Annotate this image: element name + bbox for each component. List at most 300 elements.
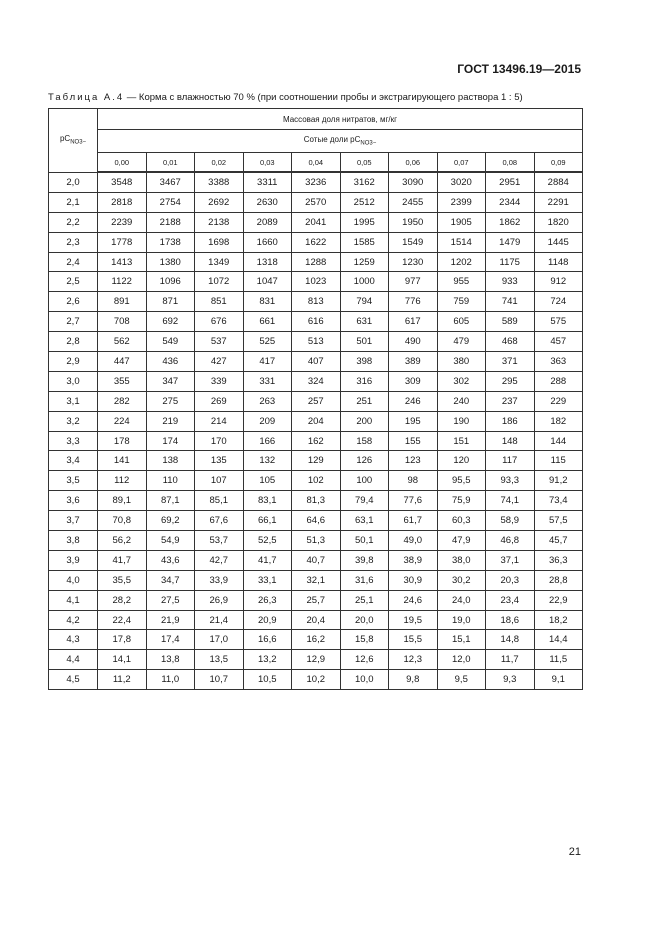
table-cell: 794 <box>340 292 389 312</box>
table-cell: 32,1 <box>292 570 341 590</box>
row-label: 3,4 <box>49 451 98 471</box>
table-cell: 178 <box>98 431 147 451</box>
table-cell: 1096 <box>146 272 195 292</box>
table-cell: 661 <box>243 312 292 332</box>
table-cell: 9,5 <box>437 670 486 690</box>
table-cell: 295 <box>486 371 535 391</box>
table-cell: 871 <box>146 292 195 312</box>
table-cell: 275 <box>146 391 195 411</box>
table-cell: 14,4 <box>534 630 583 650</box>
table-cell: 813 <box>292 292 341 312</box>
table-row <box>49 491 583 511</box>
row-label: 3,5 <box>49 471 98 491</box>
table-cell: 17,4 <box>146 630 195 650</box>
column-header: 0,00 <box>98 153 147 173</box>
table-cell: 309 <box>389 371 438 391</box>
row-label: 4,5 <box>49 670 98 690</box>
table-cell: 60,3 <box>437 511 486 531</box>
table-cell: 1950 <box>389 212 438 232</box>
table-cell: 776 <box>389 292 438 312</box>
column-header: 0,09 <box>534 153 583 173</box>
table-cell: 2692 <box>195 192 244 212</box>
table-row <box>49 411 583 431</box>
table-cell: 135 <box>195 451 244 471</box>
table-cell: 209 <box>243 411 292 431</box>
row-label: 2,4 <box>49 252 98 272</box>
table-cell: 1905 <box>437 212 486 232</box>
table-cell: 219 <box>146 411 195 431</box>
table-cell: 15,5 <box>389 630 438 650</box>
table-cell: 64,6 <box>292 511 341 531</box>
table-cell: 3311 <box>243 172 292 192</box>
table-row <box>49 391 583 411</box>
table-cell: 1549 <box>389 232 438 252</box>
table-cell: 31,6 <box>340 570 389 590</box>
table-cell: 229 <box>534 391 583 411</box>
table-cell: 1259 <box>340 252 389 272</box>
table-cell: 83,1 <box>243 491 292 511</box>
table-row <box>49 630 583 650</box>
table-cell: 204 <box>292 411 341 431</box>
table-cell: 102 <box>292 471 341 491</box>
table-cell: 26,3 <box>243 590 292 610</box>
table-cell: 490 <box>389 332 438 352</box>
row-label: 2,6 <box>49 292 98 312</box>
table-cell: 1862 <box>486 212 535 232</box>
table-cell: 77,6 <box>389 491 438 511</box>
table-row <box>49 252 583 272</box>
table-row <box>49 212 583 232</box>
table-cell: 1479 <box>486 232 535 252</box>
table-row <box>49 352 583 372</box>
table-cell: 288 <box>534 371 583 391</box>
table-cell: 324 <box>292 371 341 391</box>
table-cell: 1380 <box>146 252 195 272</box>
table-cell: 977 <box>389 272 438 292</box>
nitrate-table <box>48 108 583 690</box>
table-cell: 575 <box>534 312 583 332</box>
table-header <box>49 109 583 173</box>
table-cell: 1445 <box>534 232 583 252</box>
table-cell: 43,6 <box>146 550 195 570</box>
table-cell: 912 <box>534 272 583 292</box>
table-cell: 52,5 <box>243 531 292 551</box>
table-cell: 81,3 <box>292 491 341 511</box>
table-cell: 11,5 <box>534 650 583 670</box>
table-cell: 35,5 <box>98 570 147 590</box>
table-cell: 200 <box>340 411 389 431</box>
table-cell: 257 <box>292 391 341 411</box>
table-cell: 126 <box>340 451 389 471</box>
table-cell: 141 <box>98 451 147 471</box>
row-label: 2,1 <box>49 192 98 212</box>
column-header: 0,05 <box>340 153 389 173</box>
table-cell: 240 <box>437 391 486 411</box>
table-cell: 115 <box>534 451 583 471</box>
table-cell: 11,7 <box>486 650 535 670</box>
table-cell: 1585 <box>340 232 389 252</box>
row-header-prefix: pC <box>59 134 71 144</box>
row-label: 3,3 <box>49 431 98 451</box>
table-cell: 9,3 <box>486 670 535 690</box>
table-cell: 1413 <box>98 252 147 272</box>
table-row <box>49 292 583 312</box>
table-cell: 13,8 <box>146 650 195 670</box>
table-cell: 2630 <box>243 192 292 212</box>
table-cell: 316 <box>340 371 389 391</box>
table-cell: 2512 <box>340 192 389 212</box>
table-cell: 151 <box>437 431 486 451</box>
table-cell: 3548 <box>98 172 147 192</box>
table-row <box>49 192 583 212</box>
table-cell: 3467 <box>146 172 195 192</box>
table-cell: 17,0 <box>195 630 244 650</box>
caption-label: Таблица А.4 <box>48 92 125 103</box>
table-cell: 47,9 <box>437 531 486 551</box>
row-label: 4,2 <box>49 610 98 630</box>
table-cell: 21,9 <box>146 610 195 630</box>
table-row <box>49 511 583 531</box>
table-row <box>49 610 583 630</box>
row-label: 3,2 <box>49 411 98 431</box>
row-label: 3,7 <box>49 511 98 531</box>
table-cell: 549 <box>146 332 195 352</box>
row-label: 3,9 <box>49 550 98 570</box>
table-cell: 182 <box>534 411 583 431</box>
table-cell: 1698 <box>195 232 244 252</box>
table-row <box>49 471 583 491</box>
row-label: 3,6 <box>49 491 98 511</box>
table-cell: 39,8 <box>340 550 389 570</box>
table-cell: 11,2 <box>98 670 147 690</box>
table-cell: 407 <box>292 352 341 372</box>
table-cell: 436 <box>146 352 195 372</box>
table-cell: 50,1 <box>340 531 389 551</box>
table-cell: 30,9 <box>389 570 438 590</box>
table-cell: 89,1 <box>98 491 147 511</box>
table-cell: 479 <box>437 332 486 352</box>
table-cell: 2754 <box>146 192 195 212</box>
table-row <box>49 272 583 292</box>
table-cell: 85,1 <box>195 491 244 511</box>
table-cell: 251 <box>340 391 389 411</box>
table-cell: 10,5 <box>243 670 292 690</box>
table-cell: 1202 <box>437 252 486 272</box>
table-cell: 20,9 <box>243 610 292 630</box>
table-cell: 831 <box>243 292 292 312</box>
table-cell: 15,8 <box>340 630 389 650</box>
table-cell: 1148 <box>534 252 583 272</box>
column-header: 0,03 <box>243 153 292 173</box>
table-cell: 28,2 <box>98 590 147 610</box>
table-cell: 224 <box>98 411 147 431</box>
table-row <box>49 550 583 570</box>
table-cell: 91,2 <box>534 471 583 491</box>
table-cell: 170 <box>195 431 244 451</box>
table-cell: 41,7 <box>98 550 147 570</box>
table-cell: 631 <box>340 312 389 332</box>
table-cell: 263 <box>243 391 292 411</box>
table-row <box>49 431 583 451</box>
table-cell: 98 <box>389 471 438 491</box>
table-cell: 11,0 <box>146 670 195 690</box>
table-cell: 331 <box>243 371 292 391</box>
table-cell: 21,4 <box>195 610 244 630</box>
table-cell: 15,1 <box>437 630 486 650</box>
table-cell: 851 <box>195 292 244 312</box>
table-cell: 148 <box>486 431 535 451</box>
table-cell: 120 <box>437 451 486 471</box>
table-cell: 17,8 <box>98 630 147 650</box>
table-cell: 2570 <box>292 192 341 212</box>
table-caption <box>48 92 523 103</box>
table-cell: 79,4 <box>340 491 389 511</box>
row-label: 2,0 <box>49 172 98 192</box>
row-label: 4,4 <box>49 650 98 670</box>
table-body <box>49 172 583 690</box>
table-cell: 38,9 <box>389 550 438 570</box>
table-row <box>49 590 583 610</box>
table-cell: 75,9 <box>437 491 486 511</box>
table-cell: 36,3 <box>534 550 583 570</box>
table-cell: 708 <box>98 312 147 332</box>
table-row <box>49 670 583 690</box>
subgroup-header <box>98 130 583 153</box>
table-cell: 112 <box>98 471 147 491</box>
table-cell: 501 <box>340 332 389 352</box>
table-cell: 45,7 <box>534 531 583 551</box>
table-cell: 186 <box>486 411 535 431</box>
table-cell: 2884 <box>534 172 583 192</box>
table-cell: 741 <box>486 292 535 312</box>
row-label: 4,1 <box>49 590 98 610</box>
table-cell: 214 <box>195 411 244 431</box>
table-cell: 73,4 <box>534 491 583 511</box>
row-label: 4,0 <box>49 570 98 590</box>
table-cell: 2239 <box>98 212 147 232</box>
table-cell: 105 <box>243 471 292 491</box>
table-cell: 282 <box>98 391 147 411</box>
table-cell: 20,0 <box>340 610 389 630</box>
table-cell: 468 <box>486 332 535 352</box>
row-label: 2,2 <box>49 212 98 232</box>
table-cell: 10,0 <box>340 670 389 690</box>
row-label: 2,8 <box>49 332 98 352</box>
table-cell: 23,4 <box>486 590 535 610</box>
table-cell: 1122 <box>98 272 147 292</box>
table-cell: 138 <box>146 451 195 471</box>
table-cell: 9,1 <box>534 670 583 690</box>
table-cell: 2089 <box>243 212 292 232</box>
table-cell: 1000 <box>340 272 389 292</box>
table-cell: 417 <box>243 352 292 372</box>
page-number: 21 <box>568 846 581 858</box>
table-cell: 25,7 <box>292 590 341 610</box>
table-cell: 27,5 <box>146 590 195 610</box>
table-cell: 1072 <box>195 272 244 292</box>
table-cell: 12,9 <box>292 650 341 670</box>
table-cell: 14,8 <box>486 630 535 650</box>
table-cell: 123 <box>389 451 438 471</box>
table-cell: 28,8 <box>534 570 583 590</box>
table-cell: 2291 <box>534 192 583 212</box>
table-cell: 93,3 <box>486 471 535 491</box>
table-cell: 933 <box>486 272 535 292</box>
table-cell: 132 <box>243 451 292 471</box>
table-cell: 107 <box>195 471 244 491</box>
table-cell: 13,5 <box>195 650 244 670</box>
table-row <box>49 172 583 192</box>
table-cell: 166 <box>243 431 292 451</box>
table-cell: 1230 <box>389 252 438 272</box>
column-header: 0,04 <box>292 153 341 173</box>
table-cell: 1995 <box>340 212 389 232</box>
table-cell: 95,5 <box>437 471 486 491</box>
table-cell: 10,2 <box>292 670 341 690</box>
table-cell: 117 <box>486 451 535 471</box>
row-label: 3,1 <box>49 391 98 411</box>
table-row <box>49 570 583 590</box>
table-row <box>49 451 583 471</box>
table-cell: 144 <box>534 431 583 451</box>
table-cell: 1738 <box>146 232 195 252</box>
table-row <box>49 650 583 670</box>
table-cell: 57,5 <box>534 511 583 531</box>
table-cell: 129 <box>292 451 341 471</box>
table-cell: 389 <box>389 352 438 372</box>
table-cell: 1047 <box>243 272 292 292</box>
table-row <box>49 371 583 391</box>
table-cell: 562 <box>98 332 147 352</box>
table-cell: 605 <box>437 312 486 332</box>
table-cell: 20,4 <box>292 610 341 630</box>
table-cell: 74,1 <box>486 491 535 511</box>
table-cell: 12,3 <box>389 650 438 670</box>
table-cell: 37,1 <box>486 550 535 570</box>
table-cell: 46,8 <box>486 531 535 551</box>
table-cell: 1349 <box>195 252 244 272</box>
table-cell: 40,7 <box>292 550 341 570</box>
row-header-sub: NO3− <box>70 140 87 147</box>
table-cell: 2138 <box>195 212 244 232</box>
row-label: 3,0 <box>49 371 98 391</box>
table-cell: 347 <box>146 371 195 391</box>
table-cell: 339 <box>195 371 244 391</box>
table-cell: 16,2 <box>292 630 341 650</box>
column-header: 0,02 <box>195 153 244 173</box>
table-row <box>49 332 583 352</box>
table-cell: 447 <box>98 352 147 372</box>
table-cell: 676 <box>195 312 244 332</box>
table-row <box>49 531 583 551</box>
row-label: 2,9 <box>49 352 98 372</box>
table-cell: 398 <box>340 352 389 372</box>
table-cell: 427 <box>195 352 244 372</box>
table-cell: 162 <box>292 431 341 451</box>
table-cell: 41,7 <box>243 550 292 570</box>
table-cell: 100 <box>340 471 389 491</box>
table-cell: 1023 <box>292 272 341 292</box>
table-cell: 63,1 <box>340 511 389 531</box>
table-cell: 1318 <box>243 252 292 272</box>
table-row <box>49 312 583 332</box>
table-cell: 54,9 <box>146 531 195 551</box>
caption-text: — Корма с влажностью 70 % (при соотношении пробы и экстрагирующего раствора 1 : 5) <box>124 92 523 103</box>
table-cell: 616 <box>292 312 341 332</box>
table-cell: 56,2 <box>98 531 147 551</box>
table-cell: 3090 <box>389 172 438 192</box>
table-cell: 237 <box>486 391 535 411</box>
row-label: 3,8 <box>49 531 98 551</box>
table-cell: 759 <box>437 292 486 312</box>
table-cell: 67,6 <box>195 511 244 531</box>
table-cell: 58,9 <box>486 511 535 531</box>
table-cell: 66,1 <box>243 511 292 531</box>
row-label: 2,7 <box>49 312 98 332</box>
table-cell: 18,2 <box>534 610 583 630</box>
table-cell: 363 <box>534 352 583 372</box>
group-header: Массовая доля нитратов, мг/кг <box>98 109 583 130</box>
table-cell: 155 <box>389 431 438 451</box>
table-cell: 1820 <box>534 212 583 232</box>
table-cell: 3388 <box>195 172 244 192</box>
table-cell: 22,4 <box>98 610 147 630</box>
column-header: 0,06 <box>389 153 438 173</box>
table-cell: 174 <box>146 431 195 451</box>
row-label: 2,5 <box>49 272 98 292</box>
column-header: 0,08 <box>486 153 535 173</box>
table-cell: 26,9 <box>195 590 244 610</box>
table-cell: 537 <box>195 332 244 352</box>
table-cell: 33,9 <box>195 570 244 590</box>
table-cell: 51,3 <box>292 531 341 551</box>
table-cell: 12,6 <box>340 650 389 670</box>
table-cell: 2455 <box>389 192 438 212</box>
table-cell: 69,2 <box>146 511 195 531</box>
table-cell: 18,6 <box>486 610 535 630</box>
column-header-row <box>49 153 583 173</box>
table-cell: 371 <box>486 352 535 372</box>
table-cell: 19,0 <box>437 610 486 630</box>
table-cell: 525 <box>243 332 292 352</box>
table-cell: 49,0 <box>389 531 438 551</box>
table-cell: 269 <box>195 391 244 411</box>
table-cell: 2188 <box>146 212 195 232</box>
table-cell: 34,7 <box>146 570 195 590</box>
table-cell: 1514 <box>437 232 486 252</box>
table-cell: 3020 <box>437 172 486 192</box>
table-cell: 13,2 <box>243 650 292 670</box>
table-cell: 380 <box>437 352 486 372</box>
table-cell: 30,2 <box>437 570 486 590</box>
table-cell: 19,5 <box>389 610 438 630</box>
table-cell: 955 <box>437 272 486 292</box>
table-cell: 2344 <box>486 192 535 212</box>
table-cell: 1778 <box>98 232 147 252</box>
table-cell: 12,0 <box>437 650 486 670</box>
table-cell: 14,1 <box>98 650 147 670</box>
table-cell: 457 <box>534 332 583 352</box>
table-cell: 2041 <box>292 212 341 232</box>
table-cell: 38,0 <box>437 550 486 570</box>
table-cell: 2399 <box>437 192 486 212</box>
table-cell: 25,1 <box>340 590 389 610</box>
table-cell: 891 <box>98 292 147 312</box>
table-cell: 70,8 <box>98 511 147 531</box>
table-cell: 42,7 <box>195 550 244 570</box>
table-cell: 24,6 <box>389 590 438 610</box>
table-cell: 692 <box>146 312 195 332</box>
